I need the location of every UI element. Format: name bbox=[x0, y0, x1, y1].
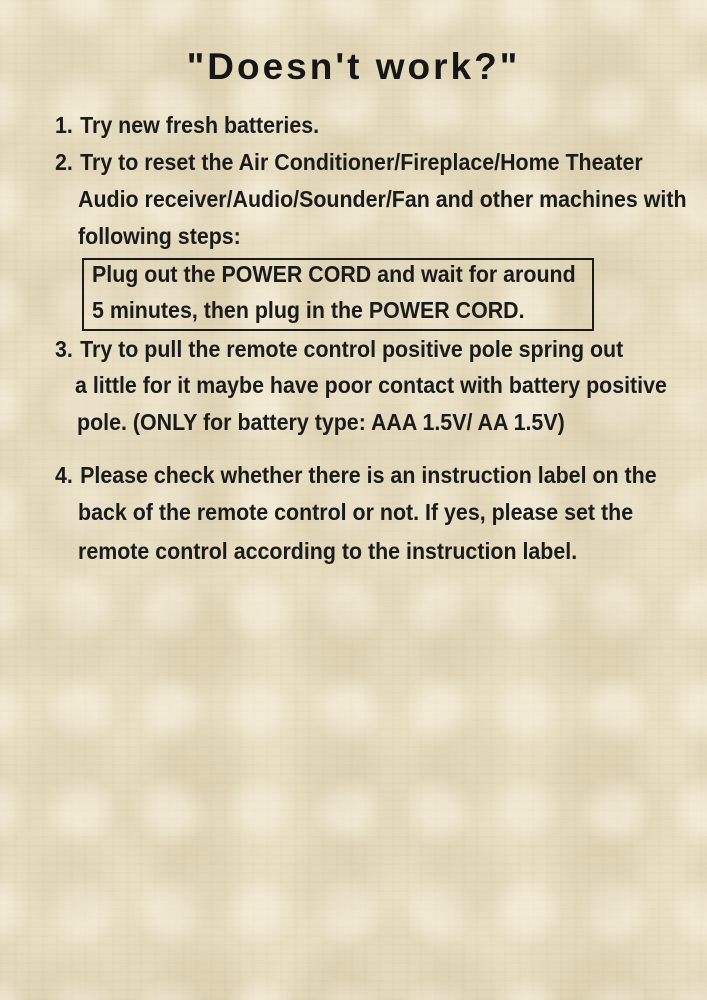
list-item-4 bbox=[55, 464, 657, 487]
list-item-4-text-line-1: Please check whether there is an instruction label on the bbox=[80, 462, 657, 488]
list-item-4-text-line-3: remote control according to the instruction label. bbox=[78, 538, 578, 564]
list-item-2 bbox=[55, 151, 643, 174]
list-item-2-text-line-1: Try to reset the Air Conditioner/Fireplace/Home Theater bbox=[80, 149, 643, 175]
power-cord-callout-box bbox=[82, 258, 594, 331]
list-item-1-text: Try new fresh batteries. bbox=[80, 112, 320, 138]
list-item-3 bbox=[55, 338, 623, 361]
list-item-4-number: 4. bbox=[55, 462, 73, 488]
callout-line-1: Plug out the POWER CORD and wait for around bbox=[92, 261, 576, 287]
callout-line-2: 5 minutes, then plug in the POWER CORD. bbox=[92, 297, 525, 323]
list-item-2-text-line-2: Audio receiver/Audio/Sounder/Fan and other machines with bbox=[78, 186, 687, 212]
list-item-4-text-line-2: back of the remote control or not. If yes, please set the bbox=[78, 499, 634, 525]
list-item-3-text-line-2: a little for it maybe have poor contact with battery positive bbox=[75, 372, 667, 398]
list-item-3-text-line-1: Try to pull the remote control positive pole spring out bbox=[80, 336, 624, 362]
list-item-1 bbox=[55, 114, 319, 137]
list-item-2-number: 2. bbox=[55, 149, 73, 175]
page-title: "Doesn't work?" bbox=[186, 45, 521, 87]
list-item-1-number: 1. bbox=[55, 112, 73, 138]
list-item-3-number: 3. bbox=[55, 336, 73, 362]
list-item-3-text-line-3: pole. (ONLY for battery type: AAA 1.5V/ AA 1.5V) bbox=[77, 409, 565, 435]
list-item-2-text-line-3: following steps: bbox=[78, 223, 241, 249]
